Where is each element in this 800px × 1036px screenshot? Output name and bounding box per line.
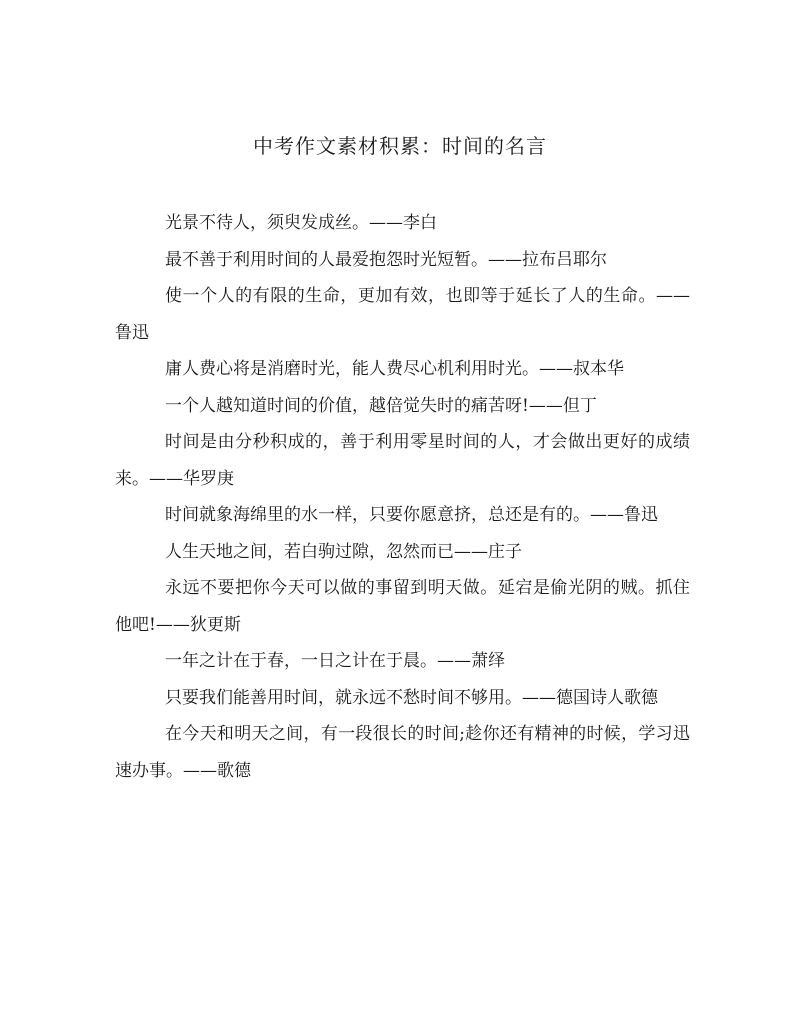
quote-paragraph: 人生天地之间，若白驹过隙，忽然而已——庄子 xyxy=(165,541,522,562)
quote-paragraph: 使一个人的有限的生命，更加有效，也即等于延长了人的生命。——鲁迅 xyxy=(115,286,690,343)
quote-paragraph: 最不善于利用时间的人最爱抱怨时光短暂。——拉布吕耶尔 xyxy=(165,249,607,270)
quote-paragraph: 庸人费心将是消磨时光，能人费尽心机利用时光。——叔本华 xyxy=(165,359,624,379)
quote-paragraph: 永远不要把你今天可以做的事留到明天做。延宕是偷光阴的贼。抓住他吧!——狄更斯 xyxy=(115,578,690,635)
quote-paragraph: 光景不待人，须臾发成丝。——李白 xyxy=(165,213,437,233)
quote-paragraph: 一年之计在于春，一日之计在于晨。——萧绎 xyxy=(165,651,505,671)
quote-paragraph: 时间就象海绵里的水一样，只要你愿意挤，总还是有的。——鲁迅 xyxy=(165,505,658,525)
quote-paragraph: 只要我们能善用时间，就永远不愁时间不够用。——德国诗人歌德 xyxy=(165,687,658,708)
quote-paragraph: 一个人越知道时间的价值，越倍觉失时的痛苦呀!——但丁 xyxy=(165,395,597,416)
page-title: 中考作文素材积累：时间的名言 xyxy=(253,134,547,158)
quote-paragraph: 时间是由分秒积成的，善于利用零星时间的人，才会做出更好的成绩来。——华罗庚 xyxy=(115,432,690,489)
quote-paragraph: 在今天和明天之间，有一段很长的时间;趁你还有精神的时候，学习迅速办事。——歌德 xyxy=(115,724,690,781)
quote-list xyxy=(115,205,690,789)
